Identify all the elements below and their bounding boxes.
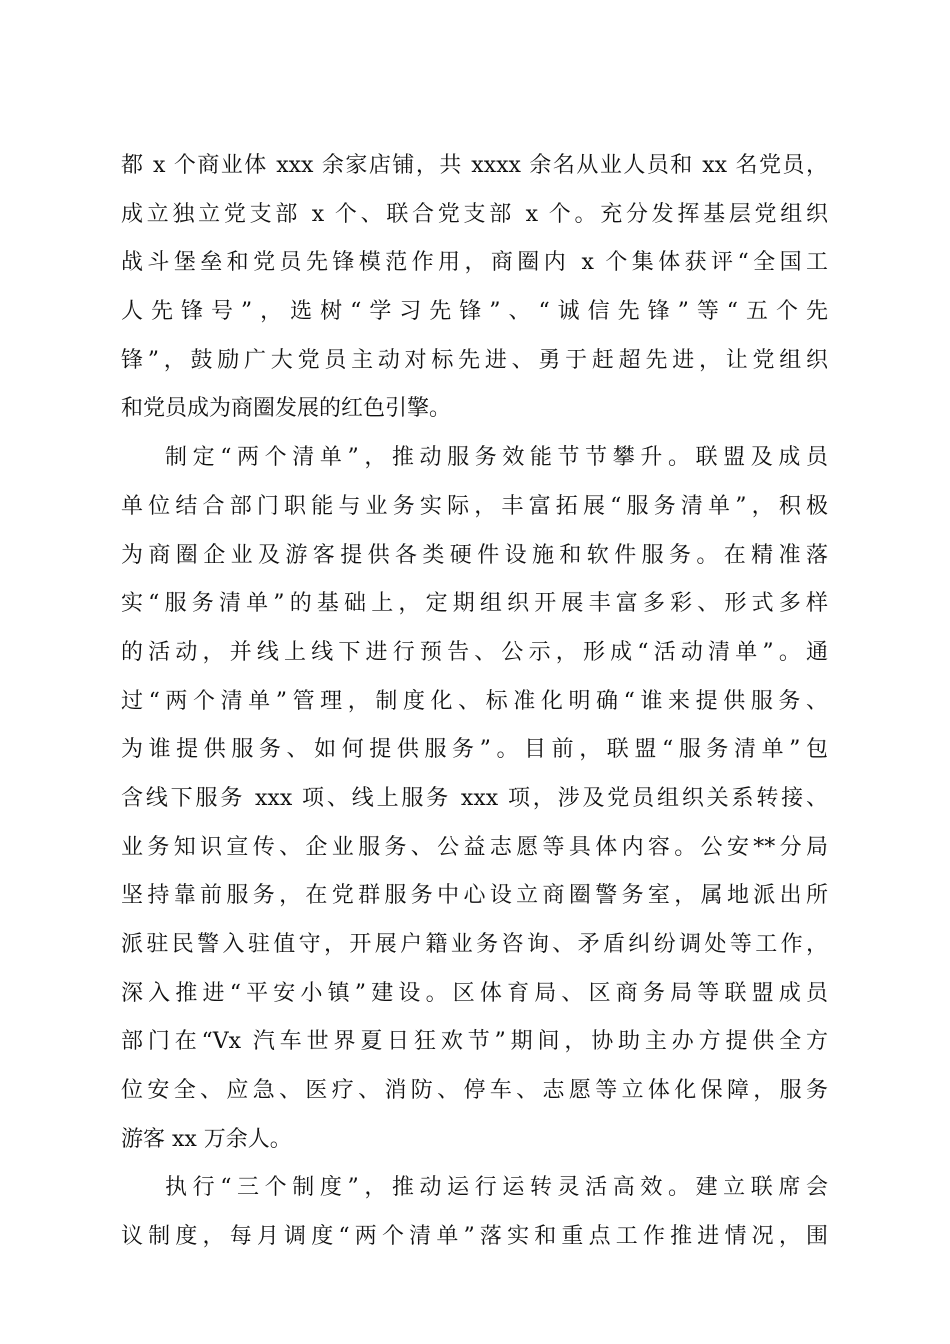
paragraph-line: 游客 xx 万余人。: [121, 1126, 292, 1152]
paragraph-line: 过“两个清单”管理，制度化、标准化明确“谁来提供服务、: [121, 688, 828, 714]
paragraph-line: 含线下服务 xxx 项、线上服务 xxx 项，涉及党员组织关系转接、: [121, 785, 828, 811]
paragraph-line: 位安全、应急、医疗、消防、停车、志愿等立体化保障，服务: [121, 1078, 828, 1104]
paragraph-line: 成立独立党支部 x 个、联合党支部 x 个。充分发挥基层党组织: [121, 201, 828, 227]
paragraph-line: 部门在“Vx 汽车世界夏日狂欢节”期间，协助主办方提供全方: [121, 1029, 828, 1055]
paragraph-line: 业务知识宣传、企业服务、公益志愿等具体内容。公安**分局: [121, 834, 828, 860]
paragraph-line: 战斗堡垒和党员先锋模范作用，商圈内 x 个集体获评“全国工: [121, 250, 828, 276]
paragraph-party-organization: [121, 142, 828, 434]
paragraph-line: 实“服务清单”的基础上，定期组织开展丰富多彩、形式多样: [121, 591, 828, 617]
paragraph-line: 人先锋号”，选树“学习先锋”、“诚信先锋”等“五个先: [121, 299, 828, 325]
paragraph-line: 和党员成为商圈发展的红色引擎。: [121, 396, 452, 422]
paragraph-line: 坚持靠前服务，在党群服务中心设立商圈警务室，属地派出所: [121, 883, 828, 909]
paragraph-line: 都 x 个商业体 xxx 余家店铺，共 xxxx 余名从业人员和 xx 名党员，: [121, 153, 828, 178]
paragraph-line: 深入推进“平安小镇”建设。区体育局、区商务局等联盟成员: [121, 980, 828, 1006]
paragraph-line: 为商圈企业及游客提供各类硬件设施和软件服务。在精准落: [121, 542, 828, 568]
paragraph-line: 议制度，每月调度“两个清单”落实和重点工作推进情况，围: [121, 1224, 828, 1250]
paragraph-line: 的活动，并线上线下进行预告、公示，形成“活动清单”。通: [121, 639, 828, 665]
document-body: [121, 142, 828, 1262]
paragraph-line: 执行“三个制度”，推动运行运转灵活高效。建立联席会: [165, 1175, 828, 1201]
paragraph-line: 锋”，鼓励广大党员主动对标先进、勇于赶超先进，让党组织: [121, 347, 828, 373]
paragraph-line: 单位结合部门职能与业务实际，丰富拓展“服务清单”，积极: [121, 493, 828, 519]
paragraph-two-lists: [121, 434, 828, 1164]
paragraph-three-systems: [121, 1164, 828, 1261]
paragraph-line: 派驻民警入驻值守，开展户籍业务咨询、矛盾纠纷调处等工作，: [121, 932, 828, 957]
paragraph-line: 为谁提供服务、如何提供服务”。目前，联盟“服务清单”包: [121, 737, 828, 763]
paragraph-line: 制定“两个清单”，推动服务效能节节攀升。联盟及成员: [165, 445, 828, 471]
